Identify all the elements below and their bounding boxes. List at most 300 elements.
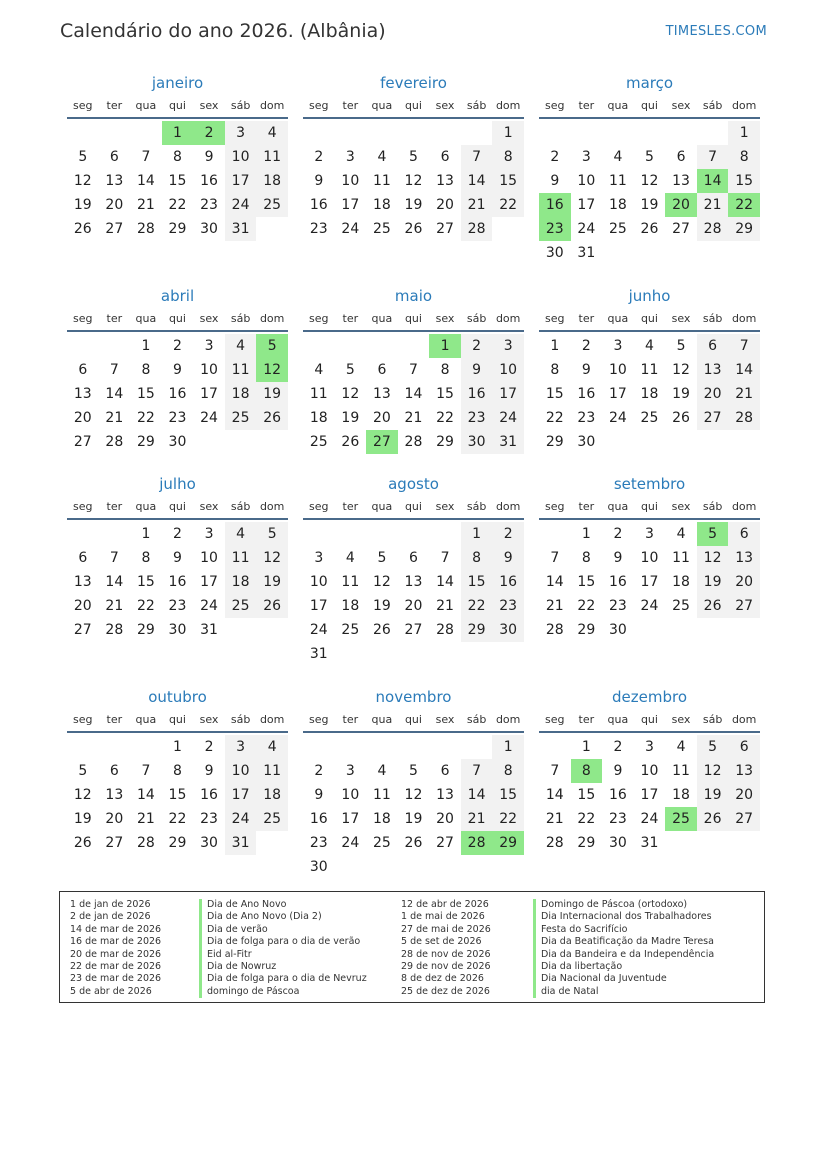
day-cell: 6: [109, 149, 119, 165]
day-cell: 21: [136, 197, 155, 213]
day-cell: 18: [225, 382, 257, 406]
day-cell: 20: [73, 598, 92, 614]
weekday-label: qui: [168, 311, 186, 325]
weekday-label: dom: [731, 98, 757, 112]
day-cell: 13: [105, 173, 124, 189]
day-cell: 17: [492, 382, 524, 406]
day-cell: 12: [372, 574, 391, 590]
empty-cell: [335, 735, 367, 759]
day-cell: 10: [341, 173, 360, 189]
day-cell: 15: [136, 386, 155, 402]
legend-date: 2 de jan de 2026: [70, 911, 151, 923]
empty-cell: [539, 735, 571, 759]
day-cell: 20: [436, 811, 454, 827]
day-cell: 17: [608, 386, 627, 402]
day-grid: [539, 121, 760, 265]
day-cell: 16: [309, 197, 328, 213]
month-setembro: [539, 474, 760, 642]
month-name: abril: [160, 287, 195, 305]
brand-link[interactable]: TIMESLES.COM: [665, 24, 767, 39]
day-cell: 15: [461, 570, 493, 594]
month-name: fevereiro: [380, 74, 447, 92]
day-cell: 20: [404, 598, 423, 614]
day-cell: 18: [640, 386, 659, 402]
day-cell: 30: [577, 434, 596, 450]
day-cell: 27: [436, 221, 454, 237]
day-cell: 25: [640, 410, 659, 426]
day-cell: 1: [461, 522, 493, 546]
legend-holiday-name: Dia de Ano Novo (Dia 2): [199, 911, 367, 923]
day-cell: 21: [436, 598, 454, 614]
day-grid: [67, 334, 288, 454]
day-cell: 27: [728, 807, 760, 831]
weekday-label: qui: [640, 499, 658, 513]
weekday-label: qui: [404, 499, 422, 513]
day-cell: 22: [492, 193, 524, 217]
weekday-label: seg: [545, 499, 565, 513]
day-cell: 8: [440, 362, 450, 378]
weekday-label: qui: [640, 712, 658, 726]
month-janeiro: [67, 73, 288, 241]
day-cell: 24: [492, 406, 524, 430]
day-cell: 22: [545, 410, 564, 426]
day-cell: 17: [341, 811, 360, 827]
day-grid: [67, 735, 288, 855]
day-cell: 28: [436, 622, 454, 638]
weekday-label: ter: [106, 499, 123, 513]
month-abril: [67, 286, 288, 454]
day-cell: 2: [613, 526, 623, 542]
weekday-label: qua: [607, 98, 629, 112]
day-cell: 10: [200, 362, 218, 378]
weekday-label: sex: [435, 311, 455, 325]
month-name: novembro: [375, 688, 452, 706]
legend-date: 23 de mar de 2026: [70, 973, 162, 985]
day-cell: 6: [728, 522, 760, 546]
day-cell: 9: [173, 362, 182, 378]
day-cell: 3: [581, 149, 591, 165]
day-cell: 13: [372, 386, 391, 402]
day-cell: 23: [200, 197, 218, 213]
day-cell: 31: [225, 831, 257, 855]
day-cell: 5: [377, 550, 387, 566]
day-cell: 30: [309, 859, 328, 875]
day-cell: 18: [225, 570, 257, 594]
month-julho: [67, 474, 288, 642]
day-cell: 9: [550, 173, 560, 189]
day-cell: 7: [109, 550, 119, 566]
legend-date: 1 de jan de 2026: [70, 899, 151, 910]
day-cell: 14: [105, 386, 124, 402]
day-cell: 6: [109, 763, 119, 779]
empty-cell: [429, 121, 461, 145]
day-cell: 11: [372, 173, 391, 189]
day-cell: 4: [645, 338, 654, 354]
empty-cell: [335, 522, 367, 546]
legend-holiday-name: Domingo de Páscoa (ortodoxo): [533, 899, 714, 911]
day-cell: 13: [73, 386, 92, 402]
empty-cell: [366, 735, 398, 759]
day-cell: 9: [613, 550, 623, 566]
weekday-label: qui: [640, 98, 658, 112]
day-cell: 16: [200, 173, 218, 189]
day-cell: 7: [550, 763, 560, 779]
day-cell: 12: [73, 787, 92, 803]
month-name: março: [625, 74, 674, 92]
day-cell: 11: [341, 574, 360, 590]
day-cell: 2: [492, 522, 524, 546]
day-cell: 3: [645, 526, 654, 542]
day-cell: 6: [440, 763, 450, 779]
day-cell: 28: [136, 835, 155, 851]
weekday-label: qua: [371, 499, 393, 513]
empty-cell: [697, 121, 729, 145]
day-cell: 18: [341, 598, 360, 614]
day-cell: 30: [492, 618, 524, 642]
weekday-label: sáb: [466, 499, 487, 513]
day-cell: 24: [640, 598, 659, 614]
day-cell: 5: [645, 149, 654, 165]
legend-date: 14 de mar de 2026: [70, 923, 162, 935]
day-cell: 12: [341, 386, 360, 402]
weekday-label: sáb: [466, 311, 487, 325]
day-cell: 29: [545, 434, 564, 450]
day-cell: 3: [345, 763, 355, 779]
month-name: agosto: [388, 475, 439, 493]
day-cell: 22: [136, 598, 155, 614]
day-cell: 10: [225, 145, 257, 169]
day-cell: 13: [436, 787, 454, 803]
legend-holiday-name: Dia de verão: [199, 924, 367, 936]
holiday-day-cell: 1: [429, 334, 461, 358]
day-cell: 24: [608, 410, 627, 426]
day-cell: 1: [581, 739, 591, 755]
weekday-label: sex: [199, 712, 219, 726]
weekday-label: qui: [404, 98, 422, 112]
day-cell: 23: [492, 594, 524, 618]
day-cell: 18: [672, 574, 690, 590]
empty-cell: [398, 121, 430, 145]
weekday-label: sex: [671, 311, 691, 325]
day-cell: 2: [613, 739, 623, 755]
day-cell: 25: [225, 594, 257, 618]
day-cell: 24: [225, 807, 257, 831]
weekday-label: dom: [731, 499, 757, 513]
month-junho: [539, 286, 760, 454]
weekday-label: sex: [671, 98, 691, 112]
day-cell: 5: [78, 149, 88, 165]
legend-date: 5 de set de 2026: [401, 936, 482, 948]
day-cell: 23: [168, 598, 187, 614]
page-title: Calendário do ano 2026. (Albânia): [60, 20, 386, 42]
empty-cell: [634, 121, 666, 145]
day-cell: 6: [78, 550, 88, 566]
day-cell: 26: [697, 594, 729, 618]
day-cell: 4: [613, 149, 623, 165]
day-cell: 19: [256, 382, 288, 406]
day-cell: 6: [676, 149, 686, 165]
weekday-label: qua: [607, 712, 629, 726]
empty-cell: [366, 121, 398, 145]
weekday-label: ter: [342, 311, 359, 325]
day-cell: 29: [168, 221, 187, 237]
empty-cell: [99, 121, 131, 145]
weekday-label: sex: [671, 499, 691, 513]
day-cell: 28: [136, 221, 155, 237]
empty-cell: [130, 121, 162, 145]
day-cell: 6: [440, 149, 450, 165]
day-cell: 28: [545, 622, 564, 638]
day-cell: 21: [105, 598, 124, 614]
day-cell: 5: [409, 149, 418, 165]
day-cell: 11: [225, 546, 257, 570]
day-cell: 9: [314, 173, 324, 189]
day-cell: 19: [404, 197, 423, 213]
day-cell: 19: [640, 197, 659, 213]
weekday-label: ter: [578, 499, 595, 513]
weekday-header: [67, 494, 288, 520]
weekday-label: dom: [495, 98, 521, 112]
day-cell: 27: [73, 434, 92, 450]
day-cell: 3: [492, 334, 524, 358]
holiday-day-cell: 23: [539, 217, 571, 241]
empty-cell: [303, 334, 335, 358]
day-cell: 20: [372, 410, 391, 426]
day-cell: 2: [581, 338, 591, 354]
day-cell: 17: [225, 169, 257, 193]
day-cell: 21: [545, 811, 564, 827]
weekday-label: qua: [371, 712, 393, 726]
day-cell: 1: [173, 739, 182, 755]
day-cell: 14: [136, 787, 155, 803]
day-cell: 1: [141, 338, 151, 354]
empty-cell: [99, 735, 131, 759]
day-cell: 2: [314, 763, 324, 779]
empty-cell: [539, 522, 571, 546]
day-cell: 26: [341, 434, 360, 450]
day-cell: 30: [608, 835, 627, 851]
day-cell: 6: [728, 735, 760, 759]
day-cell: 5: [676, 338, 686, 354]
day-cell: 4: [256, 735, 288, 759]
day-cell: 4: [314, 362, 324, 378]
day-cell: 19: [697, 783, 729, 807]
day-cell: 14: [436, 574, 454, 590]
day-cell: 15: [436, 386, 454, 402]
empty-cell: [665, 121, 697, 145]
weekday-label: seg: [545, 311, 565, 325]
day-cell: 24: [309, 622, 328, 638]
day-cell: 18: [256, 169, 288, 193]
day-cell: 26: [73, 221, 92, 237]
day-cell: 21: [461, 807, 493, 831]
weekday-label: qui: [640, 311, 658, 325]
holiday-day-cell: 14: [697, 169, 729, 193]
day-cell: 17: [200, 574, 218, 590]
day-cell: 25: [372, 221, 391, 237]
day-cell: 13: [436, 173, 454, 189]
day-cell: 29: [136, 622, 155, 638]
empty-cell: [67, 735, 99, 759]
day-cell: 29: [577, 835, 596, 851]
day-cell: 14: [136, 173, 155, 189]
day-cell: 8: [173, 149, 182, 165]
day-cell: 8: [492, 145, 524, 169]
day-cell: 9: [204, 149, 214, 165]
holiday-day-cell: 27: [366, 430, 398, 454]
holiday-day-cell: 25: [665, 807, 697, 831]
day-cell: 1: [492, 121, 524, 145]
day-cell: 25: [256, 193, 288, 217]
weekday-label: seg: [73, 311, 93, 325]
weekday-header: [67, 306, 288, 332]
day-cell: 3: [613, 338, 623, 354]
day-cell: 15: [728, 169, 760, 193]
day-cell: 31: [492, 430, 524, 454]
day-cell: 5: [697, 735, 729, 759]
day-cell: 22: [436, 410, 454, 426]
weekday-label: sáb: [702, 98, 723, 112]
legend-holiday-name: dia de Natal: [533, 986, 714, 998]
day-cell: 18: [608, 197, 627, 213]
day-cell: 23: [461, 406, 493, 430]
weekday-header: [539, 707, 760, 733]
day-cell: 4: [377, 763, 387, 779]
day-cell: 15: [492, 783, 524, 807]
day-cell: 16: [492, 570, 524, 594]
day-cell: 7: [697, 145, 729, 169]
day-cell: 16: [608, 574, 627, 590]
day-cell: 12: [404, 787, 423, 803]
empty-cell: [67, 522, 99, 546]
day-cell: 29: [136, 434, 155, 450]
day-cell: 26: [73, 835, 92, 851]
day-grid: [67, 121, 288, 241]
day-cell: 20: [105, 197, 124, 213]
legend-date: 27 de mai de 2026: [401, 923, 491, 935]
day-cell: 16: [608, 787, 627, 803]
day-cell: 18: [672, 787, 690, 803]
weekday-label: ter: [106, 98, 123, 112]
day-cell: 4: [377, 149, 387, 165]
month-outubro: [67, 687, 288, 855]
day-cell: 22: [168, 197, 187, 213]
day-cell: 21: [404, 410, 423, 426]
empty-cell: [461, 735, 493, 759]
holiday-day-cell: 29: [492, 831, 524, 855]
day-cell: 8: [550, 362, 560, 378]
day-cell: 25: [372, 835, 391, 851]
day-cell: 22: [461, 594, 493, 618]
weekday-label: sáb: [230, 712, 251, 726]
day-cell: 14: [461, 783, 493, 807]
day-cell: 17: [309, 598, 328, 614]
weekday-label: qua: [607, 311, 629, 325]
day-cell: 17: [640, 574, 659, 590]
empty-cell: [366, 522, 398, 546]
empty-cell: [429, 522, 461, 546]
day-cell: 20: [105, 811, 124, 827]
day-cell: 21: [697, 193, 729, 217]
day-cell: 26: [697, 807, 729, 831]
day-cell: 21: [105, 410, 124, 426]
legend-names-col-2: [533, 899, 714, 998]
holiday-day-cell: 2: [193, 121, 225, 145]
legend-date: 25 de dez de 2026: [401, 985, 490, 997]
day-cell: 24: [200, 410, 218, 426]
day-cell: 5: [78, 763, 88, 779]
weekday-label: sáb: [466, 98, 487, 112]
legend-holiday-name: Dia de Ano Novo: [199, 899, 367, 911]
day-cell: 15: [545, 386, 564, 402]
day-cell: 9: [314, 787, 324, 803]
day-cell: 11: [225, 358, 257, 382]
month-name: dezembro: [612, 688, 687, 706]
day-cell: 14: [461, 169, 493, 193]
day-cell: 1: [141, 526, 151, 542]
month-name: junho: [628, 287, 671, 305]
day-cell: 16: [200, 787, 218, 803]
holiday-day-cell: 16: [539, 193, 571, 217]
day-cell: 17: [577, 197, 596, 213]
day-cell: 7: [109, 362, 119, 378]
day-cell: 8: [141, 550, 151, 566]
day-cell: 25: [256, 807, 288, 831]
day-cell: 24: [341, 835, 360, 851]
day-cell: 2: [173, 338, 182, 354]
weekday-label: seg: [545, 712, 565, 726]
day-cell: 10: [341, 787, 360, 803]
day-cell: 29: [728, 217, 760, 241]
holiday-legend: [59, 891, 765, 1003]
day-cell: 20: [697, 382, 729, 406]
day-cell: 16: [168, 574, 187, 590]
day-cell: 31: [577, 245, 596, 261]
day-cell: 4: [225, 334, 257, 358]
day-cell: 19: [73, 811, 92, 827]
day-cell: 25: [672, 598, 690, 614]
day-cell: 3: [645, 739, 654, 755]
day-cell: 14: [404, 386, 423, 402]
day-cell: 9: [204, 763, 214, 779]
day-cell: 19: [372, 598, 391, 614]
day-cell: 14: [728, 358, 760, 382]
weekday-label: ter: [106, 712, 123, 726]
weekday-header: [303, 494, 524, 520]
day-grid: [67, 522, 288, 642]
empty-cell: [398, 334, 430, 358]
day-cell: 15: [168, 787, 187, 803]
day-cell: 1: [550, 338, 560, 354]
weekday-label: dom: [259, 311, 285, 325]
holiday-day-cell: 8: [571, 759, 603, 783]
weekday-label: sáb: [466, 712, 487, 726]
day-cell: 17: [640, 787, 659, 803]
weekday-header: [67, 707, 288, 733]
day-grid: [303, 735, 524, 879]
day-grid: [303, 121, 524, 241]
weekday-label: sáb: [702, 499, 723, 513]
day-cell: 1: [492, 735, 524, 759]
legend-date: 20 de mar de 2026: [70, 948, 162, 960]
day-cell: 12: [697, 546, 729, 570]
day-cell: 13: [728, 546, 760, 570]
day-cell: 7: [461, 759, 493, 783]
weekday-label: seg: [309, 98, 329, 112]
day-cell: 4: [345, 550, 355, 566]
weekday-label: ter: [342, 98, 359, 112]
weekday-label: qua: [135, 311, 157, 325]
